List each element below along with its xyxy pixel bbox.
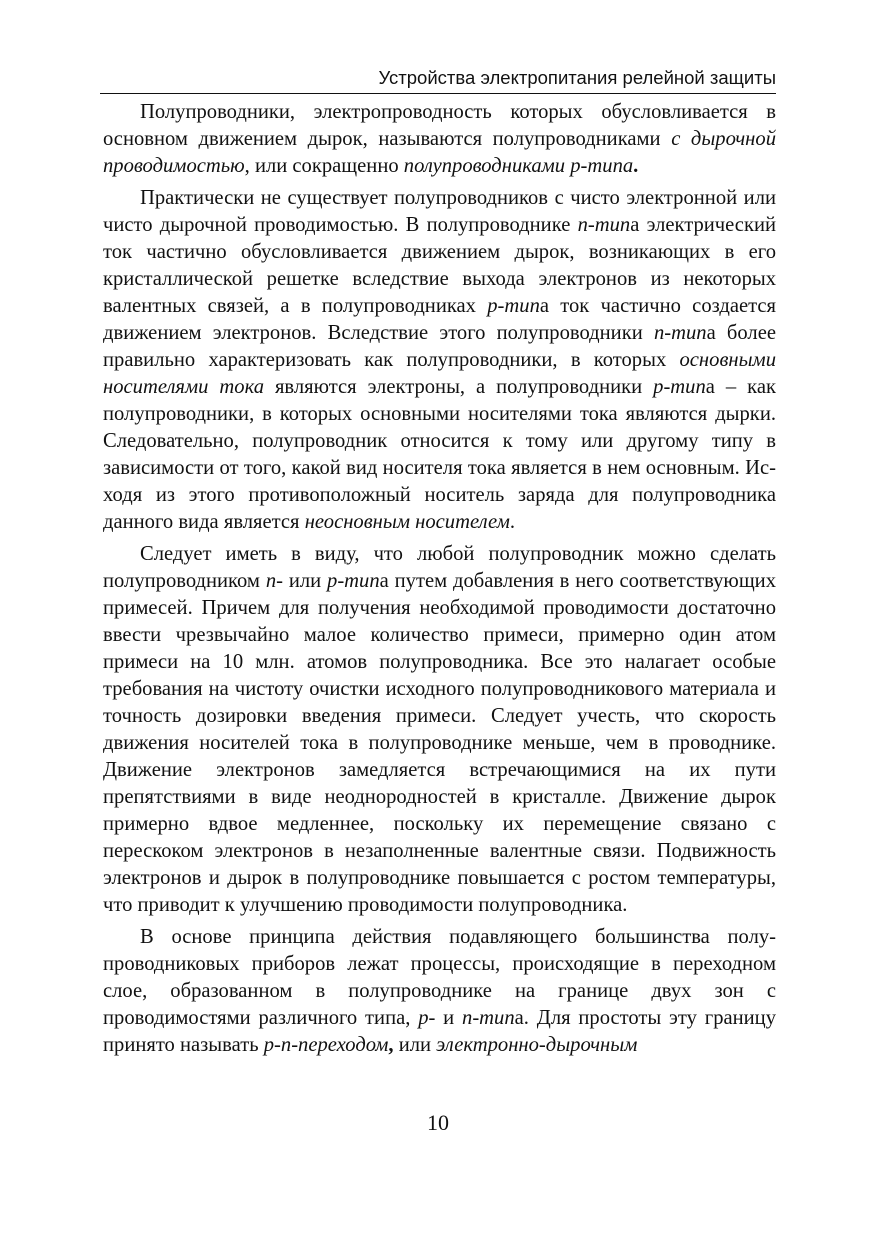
text-run: а – как полупроводники, в которых основными носителями тока являются дырки. Следовательно, полупроводник относится к тому или другому типу в зависимости от того, какой вид носителя тока является в нем основным. Исходя из этого противоположный носитель заряда для полупроводника данного вида является (103, 376, 776, 533)
paragraph (103, 99, 776, 180)
text-run: Полупроводники, электропроводность которых обусловливается в основном движением дырок, называются полупроводниками (103, 101, 776, 150)
italic-run: электронно-дырочным (436, 1034, 638, 1056)
text-run: , или сокращенно (244, 155, 404, 177)
page-number: 10 (427, 1110, 449, 1135)
paragraph (103, 185, 776, 536)
text-run: а электрический ток частично обусловливается движением дырок, возникающих в его кристаллической решетке вследствие выхода электронов из некоторых валентных связей, а в полупроводниках (103, 214, 776, 317)
text-run: . (509, 511, 515, 533)
italic-run: р-тип (327, 570, 380, 592)
italic-run: n-тип (653, 322, 707, 344)
italic-run: n-тип (577, 214, 631, 236)
text-run: а. Для простоты эту границу принято называть (103, 1007, 776, 1056)
italic-run: с дырочной проводимостью (103, 128, 776, 177)
text-run: Практически не существует полупроводников с чисто электронной или чисто дырочной проводимостью. В полупроводнике (103, 187, 776, 236)
bold-run: , (388, 1034, 394, 1056)
italic-run: n- (265, 570, 283, 592)
text-run: В основе принципа действия подавляющего большинства полупроводниковых приборов лежат процессы, происходящие в переходном слое, образованном в полупроводнике на границе двух зон с проводимостями различного типа, (103, 926, 776, 1029)
paragraph (103, 541, 776, 919)
bold-run: . (633, 155, 639, 177)
italic-run: полупроводниками р-типа (403, 155, 634, 177)
italic-run: р-n-переходом (263, 1034, 389, 1056)
italic-run: основными носителями тока (103, 349, 776, 398)
text-run: являются электроны, а полупроводники (264, 376, 654, 398)
text-run: а более правильно характеризовать как полупроводники, в которых (103, 322, 776, 371)
italic-run: неосновным носителем (304, 511, 510, 533)
italic-run: р-тип (487, 295, 540, 317)
italic-run: р- (418, 1007, 436, 1029)
text-run: Следует иметь в виду, что любой полупроводник можно сделать полупроводником (103, 543, 776, 592)
body-text (103, 99, 776, 1064)
header-rule (100, 93, 776, 94)
text-run: а ток частично создается движением электронов. Вследствие этого полупроводники (103, 295, 776, 344)
text-run: или (282, 570, 328, 592)
text-run: а путем добавления в него соответствующих примесей. Причем для получения необходимой проводимости достаточно ввести чрезвычайно малое количество примеси, примерно один атом примеси на 10 млн. атомов полупроводника. Все это налагает особые требования на чистоту очистки исходного полупроводникового материала и точность дозировки введения примеси. Следует учесть, что скорость движения носителей тока в полупроводнике меньше, чем в проводнике. Движение электронов замедляется встречающимися на их пути препятствиями в виде неоднородностей в кристалле. Движение дырок примерно вдвое медленнее, поскольку их перемещение связано с перескоком электронов в незаполненные валентные связи. Подвижность электронов и дырок в полупроводнике повышается с ростом температуры, что приводит к улучшению проводимости полупроводника. (103, 570, 776, 916)
italic-run: n-тип (462, 1007, 515, 1029)
italic-run: р-тип (653, 376, 706, 398)
text-run: или (393, 1034, 437, 1056)
text-run: и (435, 1007, 463, 1029)
running-header: Устройства электропитания релейной защиты (378, 67, 776, 88)
paragraph (103, 924, 776, 1059)
